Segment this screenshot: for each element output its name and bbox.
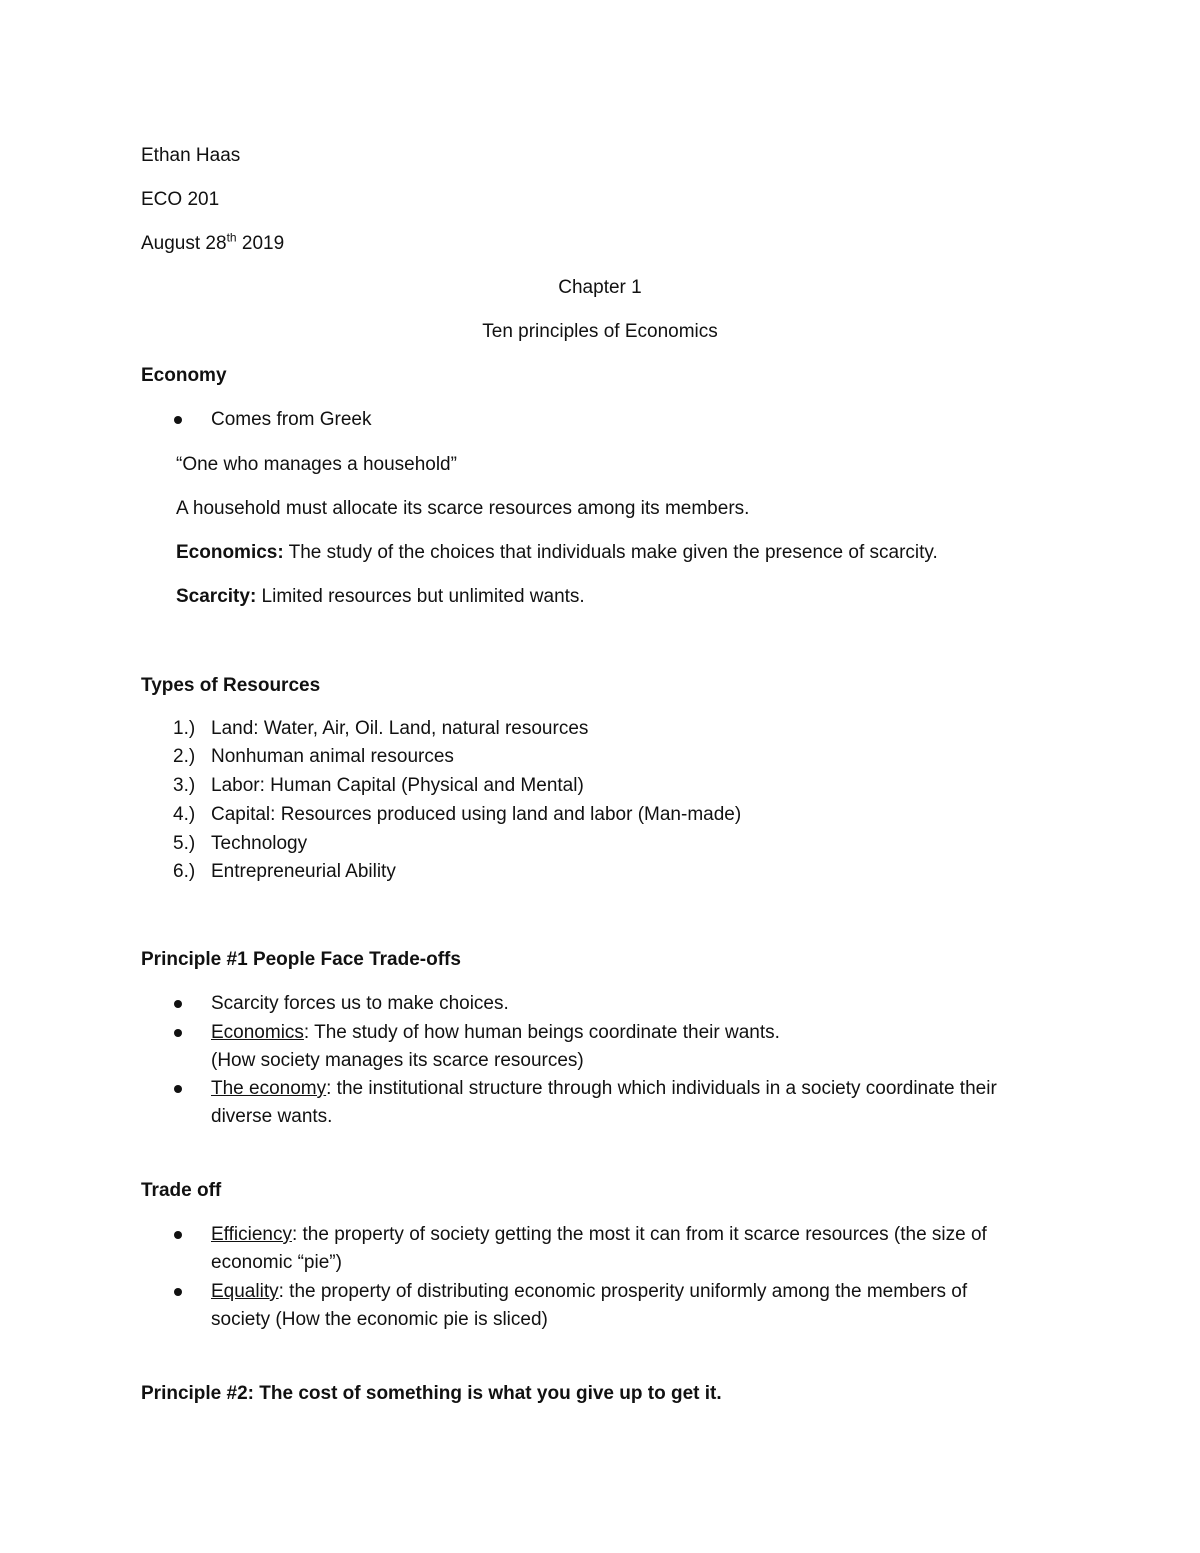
economics-def: The study of the choices that individuals make given the presence of scarcity.: [283, 542, 938, 563]
economy-def-text: : the institutional structure through which individuals in a society coordinate their: [326, 1078, 997, 1099]
principle1-bullet-3: [211, 1077, 997, 1101]
economics-term-underlined: Economics: [211, 1022, 304, 1043]
date-prefix: August 28: [141, 233, 227, 254]
principle2-heading: Principle #2: The cost of something is what you give up to get it.: [141, 1383, 722, 1404]
tradeoff-bullet-1: [211, 1223, 987, 1247]
date-suffix: 2019: [236, 233, 285, 254]
bullet-dot-icon: [174, 1029, 182, 1037]
list-item: Capital: Resources produced using land and labor (Man-made): [211, 804, 742, 825]
list-number: 2.): [173, 746, 196, 767]
tradeoff-bullet-2: [211, 1280, 967, 1304]
scarcity-definition: [176, 585, 585, 609]
bullet-dot-icon: [174, 1085, 182, 1093]
efficiency-term: Efficiency: [211, 1224, 292, 1245]
chapter-title: Chapter 1: [558, 277, 642, 298]
principle1-bullet-2: [211, 1021, 780, 1045]
principle1-heading: Principle #1 People Face Trade-offs: [141, 949, 461, 970]
principle1-bullet-3-cont: diverse wants.: [211, 1106, 333, 1127]
economy-bullet: Comes from Greek: [211, 409, 372, 430]
economy-heading: Economy: [141, 365, 227, 386]
equality-def: : the property of distributing economic prosperity uniformly among the members of: [278, 1281, 968, 1302]
list-number: 3.): [173, 775, 196, 796]
list-item: Labor: Human Capital (Physical and Mental): [211, 775, 584, 796]
document-date: [141, 232, 284, 256]
list-item: Technology: [211, 833, 308, 854]
tradeoff-bullet-2-cont: society (How the economic pie is sliced): [211, 1309, 548, 1330]
bullet-dot-icon: [174, 416, 182, 424]
scarcity-def: Limited resources but unlimited wants.: [256, 586, 585, 607]
economy-line: A household must allocate its scarce resources among its members.: [176, 498, 750, 519]
list-item: Nonhuman animal resources: [211, 746, 454, 767]
economics-term: Economics:: [176, 542, 284, 563]
principle1-bullet-2-cont: (How society manages its scarce resources): [211, 1050, 584, 1071]
economics-def-text: : The study of how human beings coordinate their wants.: [303, 1022, 780, 1043]
equality-term: Equality: [211, 1281, 279, 1302]
list-item: Entrepreneurial Ability: [211, 861, 396, 882]
principle1-bullet-1: Scarcity forces us to make choices.: [211, 993, 509, 1014]
bullet-dot-icon: [174, 1231, 182, 1239]
author-name: Ethan Haas: [141, 145, 241, 166]
economics-definition: [176, 541, 938, 565]
tradeoff-bullet-1-cont: economic “pie”): [211, 1252, 342, 1273]
date-superscript: th: [226, 230, 237, 245]
bullet-dot-icon: [174, 1000, 182, 1008]
list-number: 4.): [173, 804, 196, 825]
course-code: ECO 201: [141, 189, 220, 210]
list-item: Land: Water, Air, Oil. Land, natural resources: [211, 718, 589, 739]
chapter-subtitle: Ten principles of Economics: [482, 321, 718, 342]
economy-term-underlined: The economy: [211, 1078, 327, 1099]
tradeoff-heading: Trade off: [141, 1180, 222, 1201]
list-number: 1.): [173, 718, 196, 739]
list-number: 5.): [173, 833, 196, 854]
scarcity-term: Scarcity:: [176, 586, 257, 607]
list-number: 6.): [173, 861, 196, 882]
resources-heading: Types of Resources: [141, 675, 321, 696]
economy-quote: “One who manages a household”: [176, 454, 457, 475]
bullet-dot-icon: [174, 1288, 182, 1296]
efficiency-def: : the property of society getting the most it can from it scarce resources (the size of: [291, 1224, 987, 1245]
